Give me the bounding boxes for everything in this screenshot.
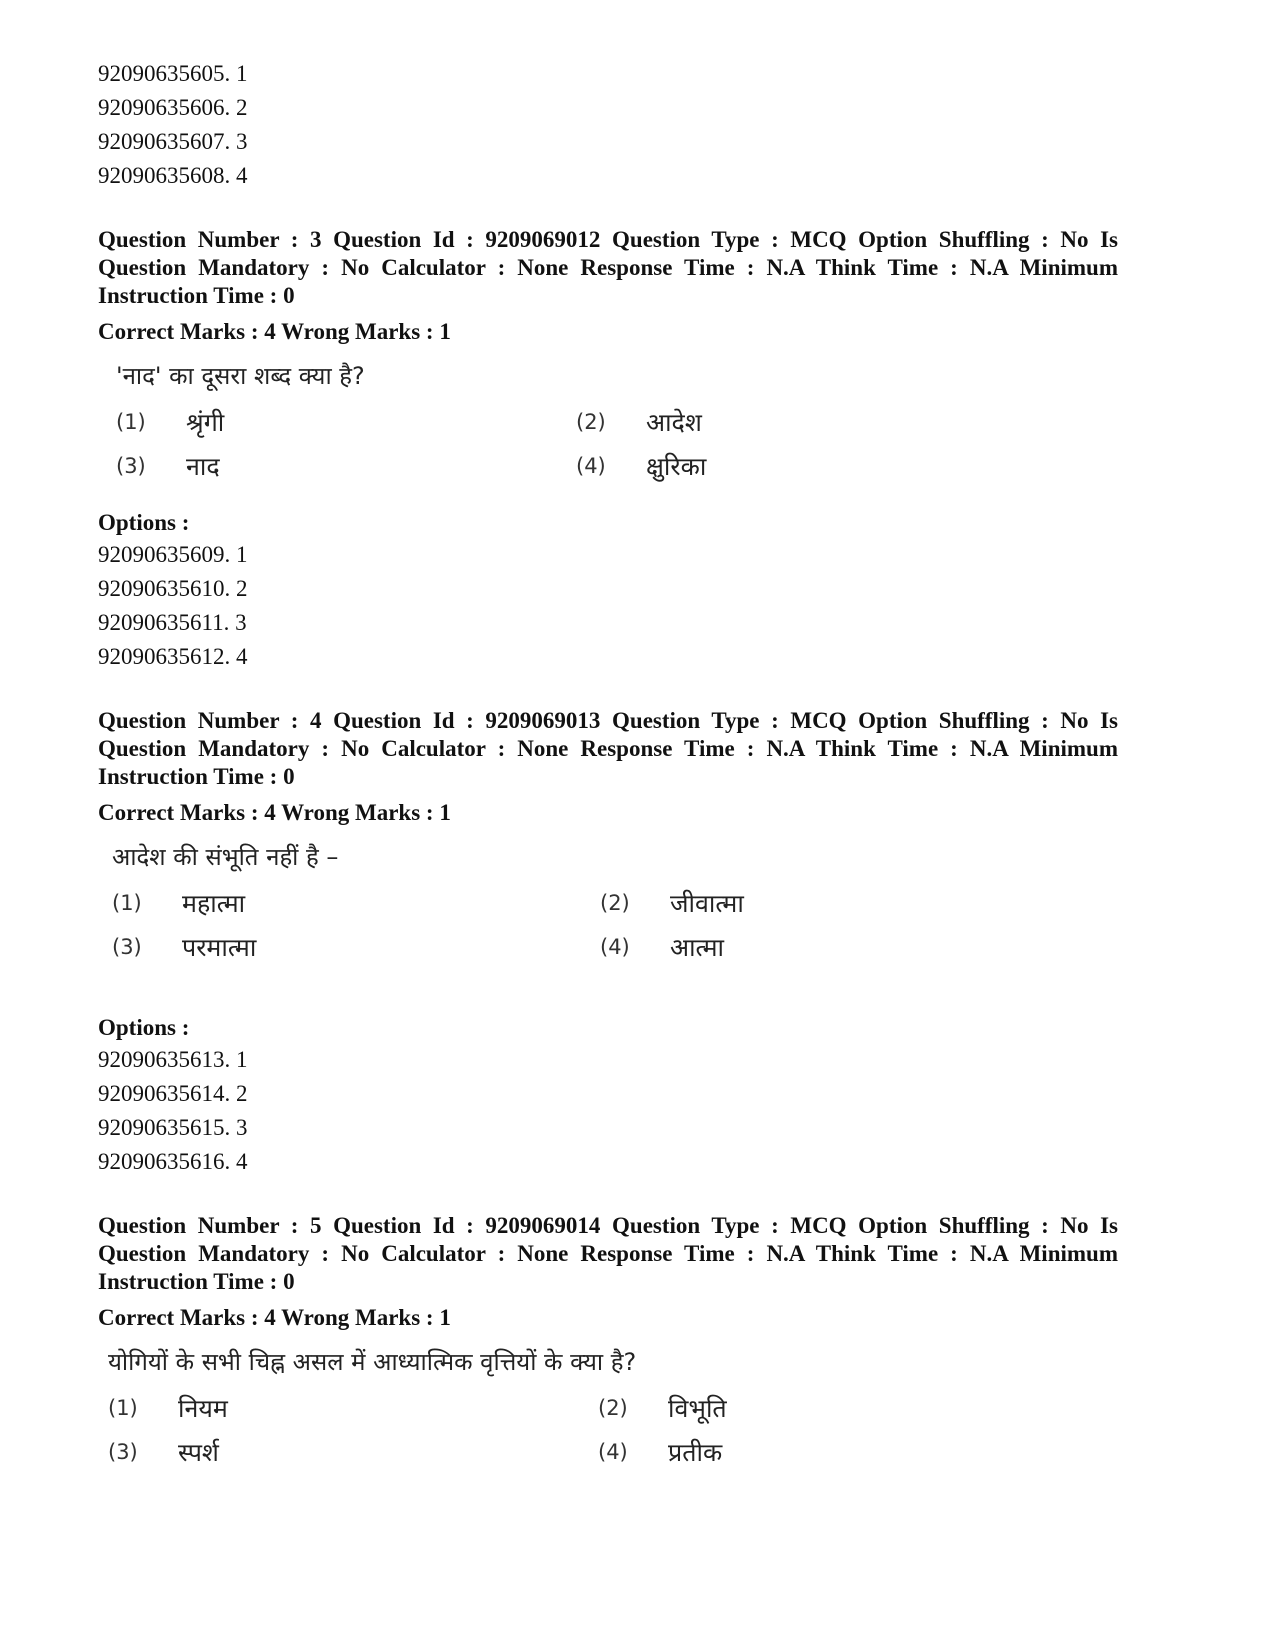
options-label: Options : bbox=[98, 1015, 190, 1040]
choice bbox=[576, 449, 1036, 483]
choice bbox=[116, 405, 576, 439]
choice bbox=[598, 1435, 1088, 1469]
question-text: 'नाद' का दूसरा शब्द क्या है? bbox=[116, 362, 365, 390]
question-marks: Correct Marks : 4 Wrong Marks : 1 bbox=[98, 800, 451, 825]
option-line: 92090635616. 4 bbox=[98, 1149, 248, 1174]
question-block bbox=[98, 226, 1178, 674]
option-line: 92090635615. 3 bbox=[98, 1115, 248, 1140]
choice bbox=[112, 886, 600, 920]
choice-number: (3) bbox=[116, 454, 146, 478]
option-line: 92090635606. 2 bbox=[98, 95, 248, 120]
choice-text: जीवात्मा bbox=[670, 889, 744, 918]
choice-number: (3) bbox=[108, 1440, 138, 1464]
choice-text: श्रृंगी bbox=[186, 408, 225, 437]
choice-number: (3) bbox=[112, 935, 142, 959]
choice-row bbox=[108, 1386, 1178, 1430]
choice-row bbox=[112, 881, 1178, 925]
question-block bbox=[98, 1212, 1178, 1474]
choice-number: (1) bbox=[116, 410, 146, 434]
choice-row bbox=[112, 925, 1178, 969]
choice-text: स्पर्श bbox=[178, 1438, 219, 1467]
choice-number: (1) bbox=[108, 1396, 138, 1420]
choice bbox=[108, 1391, 598, 1425]
options-list bbox=[98, 538, 1178, 674]
choice-text: आत्मा bbox=[670, 933, 725, 962]
choice bbox=[116, 449, 576, 483]
question-body bbox=[108, 1342, 1178, 1474]
choice-text: आदेश bbox=[646, 408, 702, 437]
choice-number: (2) bbox=[598, 1396, 628, 1420]
choice-number: (2) bbox=[600, 891, 630, 915]
document-page bbox=[98, 57, 1178, 1474]
choice-text: नाद bbox=[186, 452, 220, 481]
choice bbox=[600, 886, 1088, 920]
option-line: 92090635609. 1 bbox=[98, 542, 248, 567]
top-options-list bbox=[98, 57, 1178, 193]
choice-text: नियम bbox=[178, 1394, 228, 1423]
question-block bbox=[98, 707, 1178, 1179]
question-body bbox=[112, 837, 1178, 969]
option-line: 92090635610. 2 bbox=[98, 576, 248, 601]
choice-text: प्रतीक bbox=[668, 1438, 723, 1467]
choice-text: महात्मा bbox=[182, 889, 246, 918]
choice-number: (1) bbox=[112, 891, 142, 915]
choice-number: (4) bbox=[576, 454, 606, 478]
choice bbox=[576, 405, 1036, 439]
options-label: Options : bbox=[98, 510, 190, 535]
choice bbox=[600, 930, 1088, 964]
choice bbox=[112, 930, 600, 964]
choice-number: (2) bbox=[576, 410, 606, 434]
question-header: Question Number : 3 Question Id : 9209069012 Question Type : MCQ Option Shuffling : No Is Question Mandatory : No Calculator : None Response Time : N.A Think Time : N.A Minimum Instruction Time : 0 bbox=[98, 227, 1118, 308]
choice-text: विभूति bbox=[668, 1394, 727, 1423]
option-line: 92090635608. 4 bbox=[98, 163, 248, 188]
choice-number: (4) bbox=[600, 935, 630, 959]
options-list bbox=[98, 1043, 1178, 1179]
option-line: 92090635605. 1 bbox=[98, 61, 248, 86]
option-line: 92090635613. 1 bbox=[98, 1047, 248, 1072]
choice bbox=[108, 1435, 598, 1469]
choice-text: क्षुरिका bbox=[646, 452, 707, 481]
option-line: 92090635612. 4 bbox=[98, 644, 248, 669]
option-line: 92090635614. 2 bbox=[98, 1081, 248, 1106]
question-marks: Correct Marks : 4 Wrong Marks : 1 bbox=[98, 319, 451, 344]
option-line: 92090635607. 3 bbox=[98, 129, 248, 154]
question-marks: Correct Marks : 4 Wrong Marks : 1 bbox=[98, 1305, 451, 1330]
question-header: Question Number : 5 Question Id : 9209069014 Question Type : MCQ Option Shuffling : No Is Question Mandatory : No Calculator : None Response Time : N.A Think Time : N.A Minimum Instruction Time : 0 bbox=[98, 1213, 1118, 1294]
choice-row bbox=[116, 400, 1178, 444]
choice-text: परमात्मा bbox=[182, 933, 257, 962]
choice-row bbox=[116, 444, 1178, 488]
question-header: Question Number : 4 Question Id : 9209069013 Question Type : MCQ Option Shuffling : No Is Question Mandatory : No Calculator : None Response Time : N.A Think Time : N.A Minimum Instruction Time : 0 bbox=[98, 708, 1118, 789]
choice-row bbox=[108, 1430, 1178, 1474]
option-line: 92090635611. 3 bbox=[98, 610, 247, 635]
question-body bbox=[116, 356, 1178, 488]
question-text: योगियों के सभी चिह्न असल में आध्यात्मिक वृत्तियों के क्या है? bbox=[108, 1348, 637, 1376]
choice bbox=[598, 1391, 1088, 1425]
choice-number: (4) bbox=[598, 1440, 628, 1464]
question-text: आदेश की संभूति नहीं है – bbox=[112, 843, 339, 871]
